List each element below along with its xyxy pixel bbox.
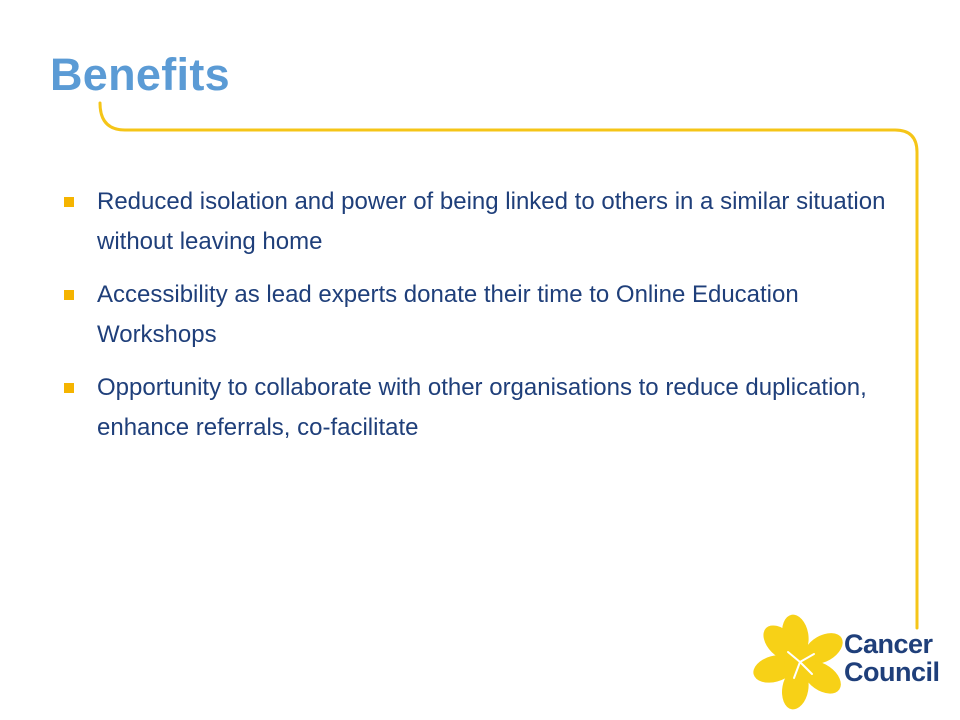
bullet-item [62,368,902,448]
logo-text-line2: Council [844,657,940,687]
logo-wordmark [844,630,940,686]
cancer-council-logo [748,610,948,710]
logo-text-line1: Cancer [844,629,933,659]
slide-title: Benefits [50,49,230,100]
bullet-text: Accessibility as lead experts donate their time to Online Education Workshops [97,281,799,348]
bullet-item [62,182,902,262]
daffodil-icon [748,610,848,710]
square-bullet-icon [64,197,74,207]
bullet-text: Opportunity to collaborate with other organisations to reduce duplication, enhance referrals, co-facilitate [97,374,867,441]
bullet-text: Reduced isolation and power of being linked to others in a similar situation without leaving home [97,188,886,255]
square-bullet-icon [64,383,74,393]
bullet-item [62,275,902,355]
square-bullet-icon [64,290,74,300]
bullet-list [62,182,902,461]
